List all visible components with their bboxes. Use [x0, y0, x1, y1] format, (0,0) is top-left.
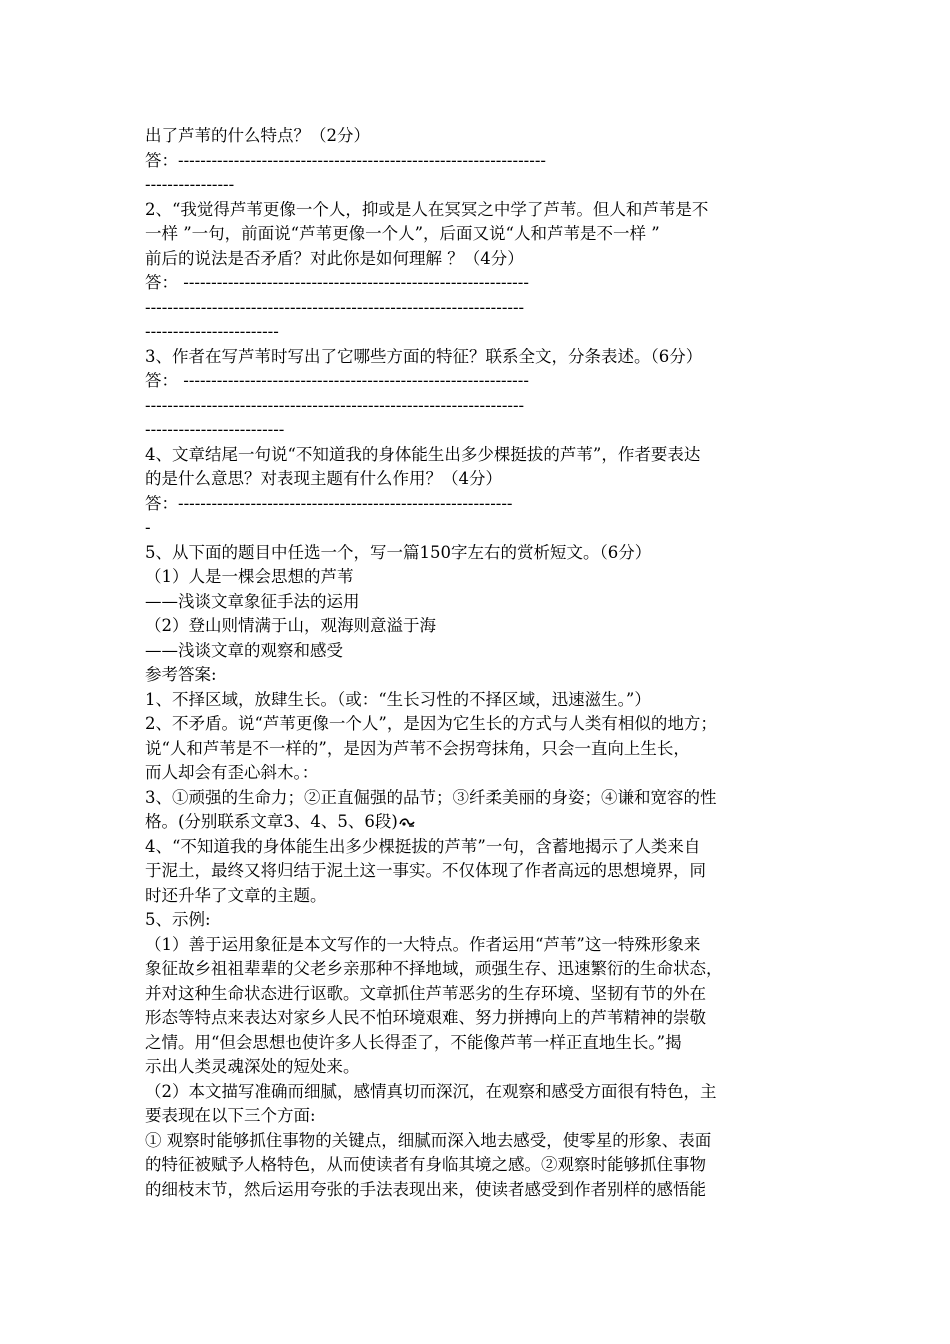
sample-1-line-3: 并对这种生命状态进行讴歌。文章抓住芦苇恶劣的生存环境、坚韧有节的外在 [145, 983, 706, 1003]
answer-4-line-1: 4、“不知道我的身体能生出多少棵挺拔的芦苇”一句，含蓄地揭示了人类来自 [145, 836, 701, 856]
sample-1-line-4: 形态等特点来表达对家乡人民不怕环境艰难、努力拼搏向上的芦苇精神的崇敬 [145, 1008, 706, 1027]
topic-1-subtitle: ——浅谈文章象征手法的运用 [145, 591, 360, 611]
topic-2-subtitle: ——浅谈文章的观察和感受 [145, 640, 343, 660]
question-2-line-1: 2、“我觉得芦苇更像一个人，抑或是人在冥冥之中学了芦苇。但人和芦苇是不 [145, 199, 709, 219]
question-4-line-1: 4、文章结尾一句说“不知道我的身体能生出多少棵挺拔的芦苇”，作者要表达 [145, 444, 701, 464]
sample-2-line-1: （2）本文描写准确而细腻，感情真切而深沉，在观察和感受方面很有特色，主 [145, 1081, 717, 1101]
answer-line-2-cont-2: ------------------------ [145, 322, 279, 341]
answer-3-line-2-text: 格。(分别联系文章3、4、5、6段) [145, 812, 398, 831]
topic-2-title: （2）登山则情满于山，观海则意溢于海 [145, 616, 436, 635]
question-2-line-2: 一样 ”一句，前面说“芦苇更像一个人”，后面又说“人和芦苇是不一样 ” [145, 224, 660, 243]
question-4-line-2: 的是什么意思？对表现主题有什么作用？（4分） [145, 469, 502, 488]
sample-1-line-5: 之情。用“但会思想也使许多人长得歪了，不能像芦苇一样正直地生长。”揭 [145, 1032, 682, 1052]
question-1-tail: 出了芦苇的什么特点？（2分） [145, 126, 370, 145]
answer-2-line-3: 而人却会有歪心斜木。： [145, 763, 319, 782]
question-5: 5、从下面的题目中任选一个，写一篇150字左右的赏析短文。（6分） [145, 542, 652, 562]
answer-line-4: 答：------------------------------------------------------------ [145, 493, 513, 513]
answer-line-2: 答： -------------------------------------------------------------- [145, 273, 529, 292]
sample-2-line-4: 的特征被赋予人格特色，从而使读者有身临其境之感。②观察时能够抓住事物 [145, 1155, 706, 1174]
answer-2-line-1: 2、不矛盾。说“芦苇更像一个人”，是因为它生长的方式与人类有相似的地方； [145, 714, 717, 733]
answer-3-line-1: 3、①顽强的生命力；②正直倔强的品节；③纤柔美丽的身姿；④谦和宽容的性 [145, 787, 717, 807]
question-2-line-3: 前后的说法是否矛盾？对此你是如何理解 ？（4分） [145, 248, 524, 268]
document-page [145, 124, 809, 1202]
sample-1-line-2: 象征故乡祖祖辈辈的父老乡亲那种不择地域，顽强生存、迅速繁衍的生命状态， [145, 959, 723, 978]
answer-line-3-cont-2: ------------------------- [145, 420, 285, 439]
answer-2-line-2: 说“人和芦苇是不一样的”，是因为芦苇不会拐弯抹角，只会一直向上生长， [145, 738, 690, 758]
sample-2-line-5: 的细枝末节，然后运用夸张的手法表现出来，使读者感受到作者别样的感悟能 [145, 1179, 706, 1199]
sample-1-line-1: （1）善于运用象征是本文写作的一大特点。作者运用“芦苇”这一特殊形象来 [145, 934, 701, 954]
topic-1-title: （1）人是一棵会思想的芦苇 [145, 567, 354, 586]
answer-5-heading: 5、示例: [145, 910, 211, 929]
question-3: 3、作者在写芦苇时写出了它哪些方面的特征？联系全文，分条表述。（6分） [145, 346, 703, 366]
answer-4-line-2: 于泥土，最终又将归结于泥土这一事实。不仅体现了作者高远的思想境界，同 [145, 861, 706, 880]
answer-line-4-cont: - [145, 518, 151, 537]
answer-1: 1、不择区域，放肆生长。（或：“生长习性的不择区域，迅速滋生。”） [145, 689, 651, 709]
sample-1-line-6: 示出人类灵魂深处的短处来。 [145, 1057, 360, 1076]
curl-mark-icon [398, 811, 416, 823]
sample-2-line-2: 要表现在以下三个方面: [145, 1106, 316, 1125]
answer-line-1: 答：------------------------------------------------------------------ [145, 150, 546, 170]
answer-line-1-cont: ---------------- [145, 175, 235, 194]
sample-2-line-3: ① 观察时能够抓住事物的关键点，细腻而深入地去感受，使零星的形象、表面 [145, 1130, 712, 1150]
answer-line-3: 答： -------------------------------------------------------------- [145, 371, 529, 390]
answer-3-line-2 [145, 810, 809, 835]
answer-line-2-cont-1: -------------------------------------------------------------------- [145, 297, 525, 317]
reference-answers-heading: 参考答案: [145, 665, 217, 684]
answer-line-3-cont-1: -------------------------------------------------------------------- [145, 395, 525, 415]
answer-4-line-3: 时还升华了文章的主题。 [145, 885, 327, 905]
